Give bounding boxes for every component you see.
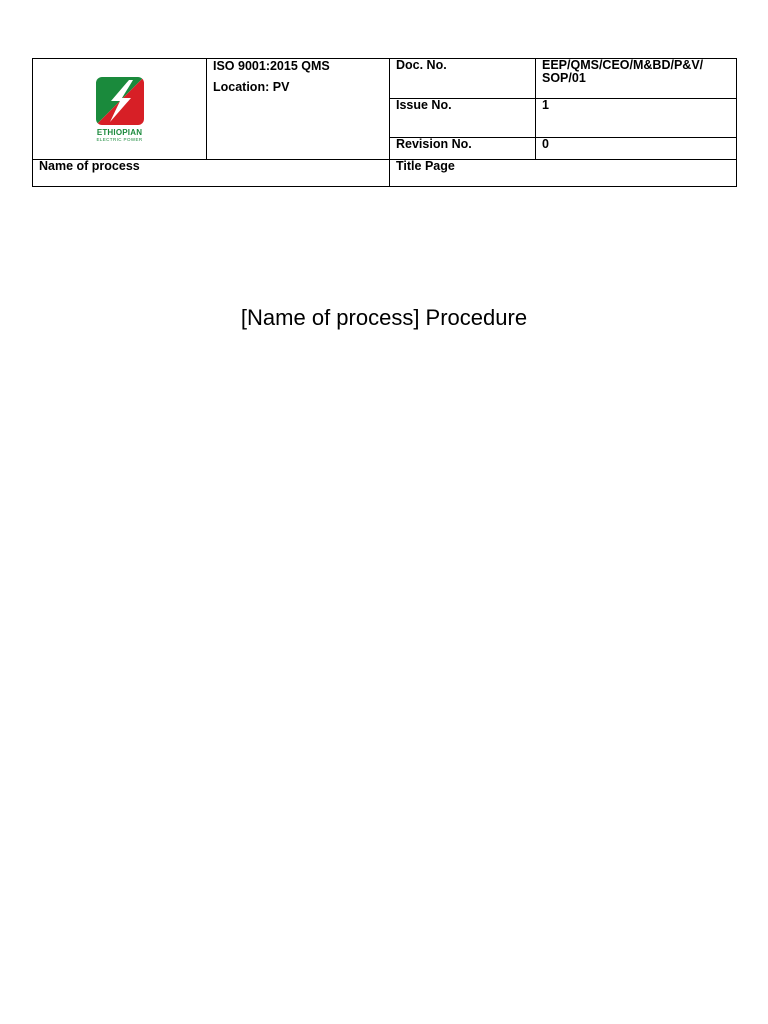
issue-no-label: Issue No. (390, 98, 536, 138)
issue-no-value: 1 (536, 98, 737, 138)
page-label: Title Page (390, 160, 737, 187)
document-header-table (32, 58, 737, 187)
location-value: PV (272, 80, 290, 94)
revision-no-value: 0 (536, 138, 737, 160)
location-label: Location: (213, 80, 270, 94)
doc-no-value: EEP/QMS/CEO/M&BD/P&V/ SOP/01 (536, 59, 737, 99)
location-line (213, 81, 383, 94)
process-name-label: Name of process (33, 160, 390, 187)
company-logo (39, 59, 200, 159)
logo-subtitle: ELECTRIC POWER (96, 136, 143, 142)
lightning-bolt-logo-icon (95, 76, 145, 126)
doc-no-label: Doc. No. (390, 59, 536, 99)
logo-wordmark: ETHIOPIAN (96, 127, 143, 137)
standard-location-cell (207, 59, 390, 160)
document-title: [Name of process] Procedure (240, 305, 528, 330)
revision-no-label: Revision No. (390, 138, 536, 160)
logo-cell (33, 59, 207, 160)
qms-standard: ISO 9001:2015 QMS (213, 59, 330, 73)
